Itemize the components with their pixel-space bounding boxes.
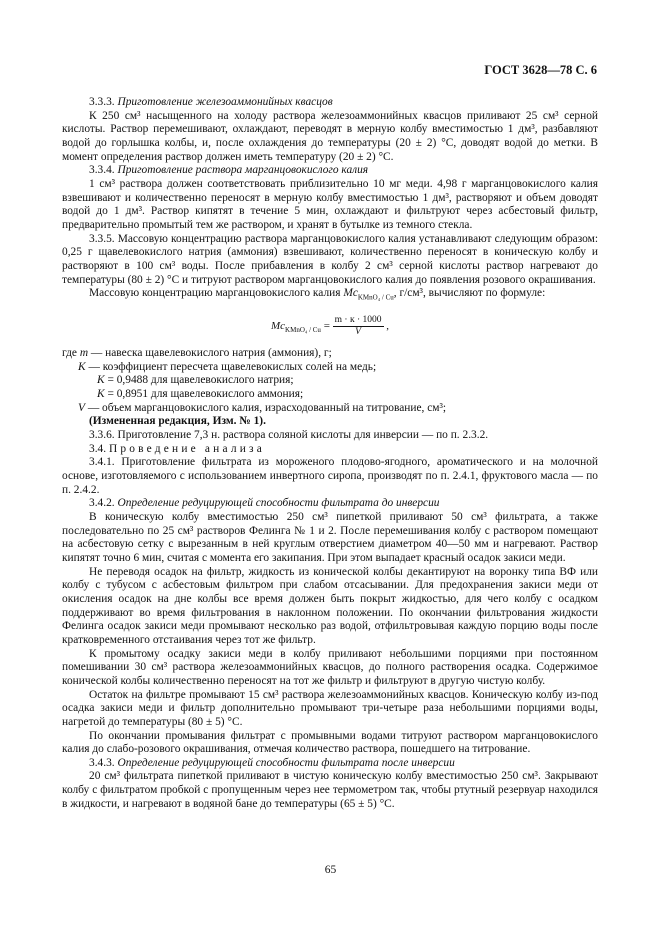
paragraph: Не переводя осадок на фильтр, жидкость из конической колбы декантируют на воронку типа ВФ или колбу с тубусом с асбестовым фильтром при слабом отсасывании. Для предохранения закиси меди от окисления осадок на дне колбы все время должен быть покрыт жидкостью, для чего колбу с осадком поддерживают во время фильтрования в наклонном положении. По окончании фильтрования жидкости Фелинга осадок закиси меди промывают несколько раз водой, отфильтровывая каждую порцию воды после кратковременного отстаивания через тот же фильтр. [62, 565, 598, 646]
where-item [62, 347, 598, 361]
amendment-note: (Измененная редакция, Изм. № 1). [89, 415, 266, 428]
where-item [62, 361, 598, 375]
section-title: Определение редуцирующей способности фильтрата после инверсии [117, 756, 455, 769]
page-number: 65 [324, 864, 337, 876]
where-item [62, 374, 598, 388]
symbol: K [97, 374, 105, 387]
text: Массовую концентрацию марганцовокислого калия [89, 287, 344, 300]
formula [62, 315, 598, 338]
section-title: Приготовление раствора марганцовокислого калия [117, 164, 369, 177]
paragraph-formula-intro [62, 287, 598, 305]
section-heading-3-3-4 [62, 164, 598, 178]
text: , г/см³, вычисляют по формуле: [393, 287, 546, 300]
paragraph: 3.3.5. Массовую концентрацию раствора марганцовокислого калия устанавливают следующим образом: 0,25 г щавелевокислого натрия (аммония) взвешивают, количественно переносят в коническую колбу и растворяют в 100 см³ воды. После прибавления в колбу 2 см³ серной кислоты раствор нагревают до температуры (80 ± 2) °С и титруют раствором марганцовокислого калия до появления розового окрашивания. [62, 232, 598, 286]
text: — объем марганцовокислого калия, израсходованный на титрование, см³; [84, 401, 447, 414]
paragraph: В коническую колбу вместимостью 250 см³ пипеткой приливают 50 см³ фильтрата, а также последовательно по 25 см³ растворов Фелинга № 1 и 2. После перемешивания колбу с раствором помещают на асбестовую сетку с вырезанным в ней круглым отверстием диаметром 40—50 мм и нагревают. Раствор кипятят точно 6 мин, считая с момента его закипания. При этом выпадает красный осадок закиси меди. [62, 511, 598, 564]
formula-tail: , [383, 320, 389, 333]
text: = 0,8951 для щавелевокислого аммония; [104, 388, 304, 401]
section-title: Проведение анализа [108, 442, 265, 455]
symbol: K [97, 388, 105, 401]
paragraph: 3.3.6. Приготовление 7,3 н. раствора соляной кислоты для инверсии — по п. 2.3.2. [89, 429, 489, 442]
text: где [62, 347, 80, 360]
section-number: 3.4.3. [89, 756, 118, 769]
formula-denominator: V [355, 327, 361, 338]
formula-equals: = [320, 320, 333, 333]
where-item [62, 402, 598, 416]
section-number: 3.3.4. [89, 164, 118, 177]
formula-fraction [333, 315, 384, 338]
where-item [62, 388, 598, 402]
section-number: 3.4. [89, 442, 109, 455]
paragraph: 20 см³ фильтрата пипеткой приливают в чистую коническую колбу вместимостью 250 см³. Закрывают колбу с фильтратом пробкой с пропущенным через нее термометром так, чтобы ртутный резервуар находился в жидкости, и нагревают в водяной бане до температуры (65 ± 5) °С. [62, 770, 598, 810]
section-heading-3-4-3 [62, 757, 598, 771]
paragraph: Остаток на фильтре промывают 15 см³ раствора железоаммонийных квасцов. Коническую колбу из-под осадка закиси меди и фильтр дополнительно промывают три-четыре раза небольшими порциями воды, нагретой до температуры (80 ± 5) °С. [62, 688, 598, 728]
section-heading-3-3-3 [62, 96, 598, 110]
symbol-subscript: KMnO₄ / Cu [357, 293, 394, 302]
section-heading-3-4 [62, 443, 598, 457]
symbol: V [78, 401, 85, 414]
document-body [62, 96, 598, 811]
section-title: Приготовление железоаммонийных квасцов [117, 96, 333, 108]
formula-subscript: KMnO₄ / Cu [285, 326, 321, 335]
text: = 0,9488 для щавелевокислого натрия; [104, 374, 294, 387]
section-heading-3-4-2 [62, 497, 598, 511]
paragraph: По окончании промывания фильтрат с промывными водами титруют раствором марганцовокислого калия до слабо-розового окрашивания, отмечая количество раствора, пошедшего на титрование. [62, 729, 598, 756]
text: — коэффициент пересчета щавелевокислых солей на медь; [85, 360, 377, 373]
formula-lhs: Mc [271, 320, 286, 333]
section-number: 3.3.3. [89, 96, 118, 108]
symbol: K [78, 360, 86, 373]
paragraph: К промытому осадку закиси меди в колбу приливают небольшими порциями при постоянном помешивании 30 см³ раствора железоаммонийных квасцов, до полного растворения осадка. Содержимое конической колбы количественно переносят на тот же фильтр и фильтруют в другую чистую колбу. [62, 647, 598, 687]
page-header: ГОСТ 3628—78 С. 6 [484, 63, 597, 77]
paragraph: 3.4.1. Приготовление фильтрата из мороженого плодово-ягодного, ароматического и на молочной основе, изготовляемого с использованием инвертного сиропа, производят по п. 2.4.1, фруктового масла — по п. 2.4.2. [62, 456, 598, 496]
section-number: 3.4.2. [89, 497, 118, 510]
paragraph: 1 см³ раствора должен соответствовать приблизительно 10 мг меди. 4,98 г марганцовокислого калия взвешивают и количественно переносят в мерную колбу вместимостью 1 дм³, растворяют и объем доводят водой до 1 дм³. Раствор кипятят в течение 5 мин, охлаждают и фильтруют через асбестовый фильтр, предварительно промытый тем же раствором, и хранят в бутылке из темного стекла. [62, 177, 598, 231]
symbol: Mc [343, 287, 358, 300]
paragraph: К 250 см³ насыщенного на холоду раствора железоаммонийных квасцов приливают 25 см³ серной кислоты. Раствор перемешивают, охлаждают, переводят в мерную колбу вместимостью 1 дм³, разбавляют водой до горлышка колбы, и, после охлаждения до температуры (20 ± 2) °С, доводят водой до метки. В момент определения раствор должен иметь температуру (20 ± 2) °С. [62, 109, 598, 163]
text: — навеска щавелевокислого натрия (аммония), г; [88, 347, 332, 360]
formula-numerator: m · к · 1000 [334, 315, 382, 326]
symbol: m [79, 347, 89, 360]
section-title: Определение редуцирующей способности фильтрата до инверсии [117, 497, 440, 510]
